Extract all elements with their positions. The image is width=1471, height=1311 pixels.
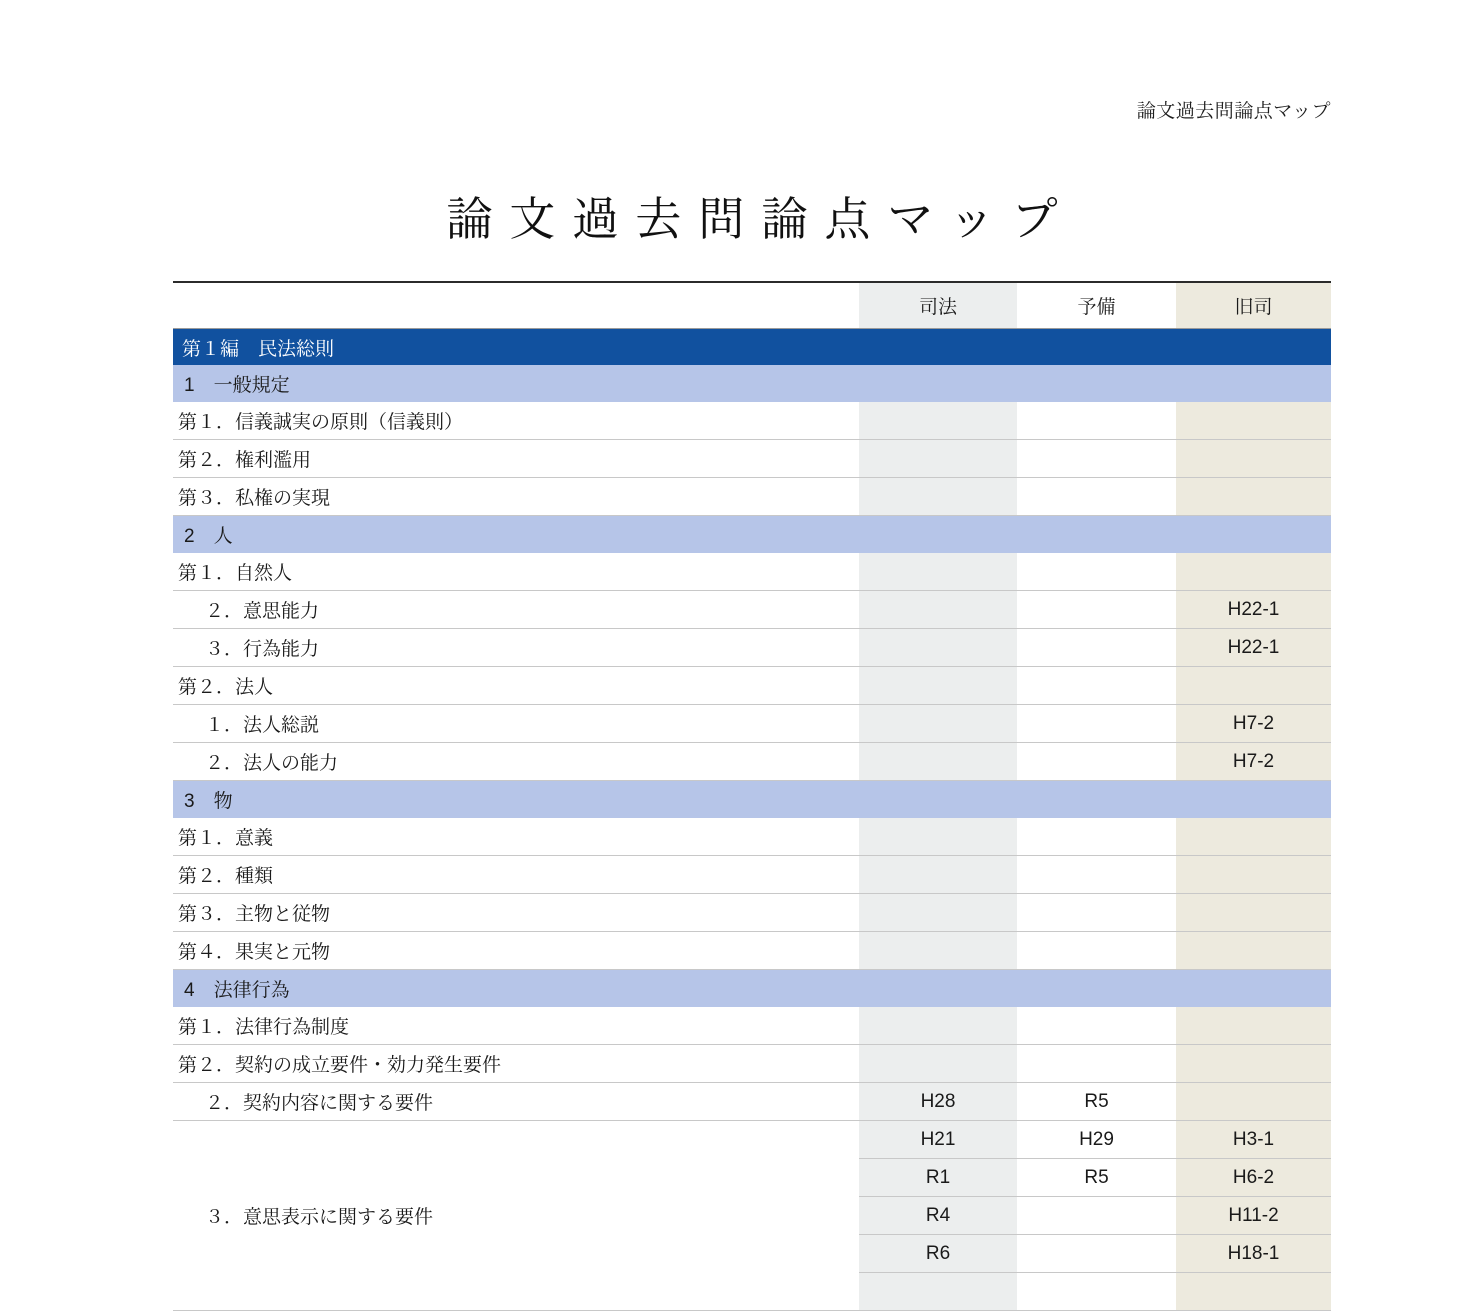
- topic-label-cell: [173, 591, 859, 629]
- exam-cell-kyuushi[interactable]: [1176, 1083, 1331, 1121]
- exam-cell-yobi[interactable]: [1017, 1045, 1176, 1083]
- topic-label-cell: [173, 743, 859, 781]
- topic-label-cell: [173, 818, 859, 856]
- exam-cell-yobi[interactable]: [1017, 1235, 1176, 1273]
- table-row[interactable]: [173, 1083, 1331, 1121]
- page-title: 論文過去問論点マップ: [446, 193, 1075, 245]
- exam-cell-yobi[interactable]: [1017, 743, 1176, 781]
- table-row[interactable]: [173, 1045, 1331, 1083]
- exam-cell-yobi[interactable]: [1017, 478, 1176, 516]
- exam-cell-kyuushi[interactable]: H18-1: [1176, 1235, 1331, 1273]
- topic-label-cell: [173, 402, 859, 440]
- table-row[interactable]: [173, 743, 1331, 781]
- exam-cell-yobi[interactable]: [1017, 856, 1176, 894]
- exam-cell-yobi[interactable]: [1017, 402, 1176, 440]
- exam-cell-yobi[interactable]: [1017, 818, 1176, 856]
- exam-cell-kyuushi[interactable]: [1176, 818, 1331, 856]
- exam-cell-yobi[interactable]: R5: [1017, 1083, 1176, 1121]
- table-row[interactable]: [173, 705, 1331, 743]
- chapter-banner-row: [173, 970, 1331, 1008]
- table-row[interactable]: [173, 667, 1331, 705]
- chapter-banner-label: [173, 970, 1331, 1008]
- exam-cell-yobi[interactable]: [1017, 591, 1176, 629]
- exam-cell-shihou[interactable]: R4: [859, 1197, 1017, 1235]
- chapter-banner-row: [173, 781, 1331, 819]
- topic-label-text: 第３．主物と従物: [178, 904, 331, 925]
- exam-cell-kyuushi[interactable]: [1176, 478, 1331, 516]
- topic-label-text: 第２．契約の成立要件・効力発生要件: [178, 1055, 502, 1076]
- topic-label-text: ２．契約内容に関する要件: [205, 1093, 434, 1114]
- exam-cell-yobi[interactable]: [1017, 1197, 1176, 1235]
- column-header-kyuushi: 旧司: [1176, 282, 1331, 329]
- topic-label-text: 第２．権利濫用: [178, 450, 312, 471]
- exam-cell-shihou[interactable]: [859, 705, 1017, 743]
- chapter-banner-text: 4 法律行為: [184, 980, 290, 1001]
- exam-cell-yobi[interactable]: [1017, 667, 1176, 705]
- chapter-banner-text: 3 物: [184, 791, 233, 812]
- exam-cell-yobi[interactable]: H29: [1017, 1121, 1176, 1159]
- chapter-banner-row: [173, 516, 1331, 554]
- exam-cell-kyuushi[interactable]: [1176, 1045, 1331, 1083]
- exam-cell-kyuushi[interactable]: [1176, 1007, 1331, 1045]
- exam-cell-kyuushi[interactable]: [1176, 932, 1331, 970]
- exam-cell-yobi[interactable]: [1017, 1273, 1176, 1311]
- exam-cell-kyuushi[interactable]: [1176, 553, 1331, 591]
- topic-label-text: ３．意思表示に関する要件: [205, 1207, 434, 1228]
- exam-cell-shihou[interactable]: [859, 1045, 1017, 1083]
- exam-cell-kyuushi[interactable]: [1176, 894, 1331, 932]
- topic-label-cell: [173, 856, 859, 894]
- exam-cell-kyuushi[interactable]: [1176, 402, 1331, 440]
- table-row[interactable]: [173, 1121, 1331, 1159]
- table-row[interactable]: [173, 856, 1331, 894]
- topic-label-cell: [173, 478, 859, 516]
- part-banner-row: [173, 329, 1331, 366]
- exam-cell-kyuushi[interactable]: [1176, 1273, 1331, 1311]
- table-row[interactable]: [173, 478, 1331, 516]
- topic-label-text: １．法人総説: [205, 715, 320, 736]
- exam-cell-yobi[interactable]: [1017, 553, 1176, 591]
- topic-map-table: [173, 281, 1331, 1311]
- table-row[interactable]: [173, 553, 1331, 591]
- topic-label-cell: [173, 667, 859, 705]
- exam-cell-yobi[interactable]: [1017, 629, 1176, 667]
- topic-label-cell: [173, 553, 859, 591]
- exam-cell-kyuushi[interactable]: H7-2: [1176, 705, 1331, 743]
- exam-cell-shihou[interactable]: [859, 1007, 1017, 1045]
- column-header-shihou: 司法: [859, 282, 1017, 329]
- chapter-banner-text: 2 人: [184, 526, 233, 547]
- table-body: [173, 329, 1331, 1311]
- topic-label-cell: [173, 932, 859, 970]
- exam-cell-yobi[interactable]: R5: [1017, 1159, 1176, 1197]
- chapter-banner-row: [173, 365, 1331, 402]
- exam-cell-kyuushi[interactable]: [1176, 856, 1331, 894]
- exam-cell-kyuushi[interactable]: [1176, 440, 1331, 478]
- topic-label-text: 第１．自然人: [178, 563, 293, 584]
- topic-label-text: ２．法人の能力: [205, 753, 339, 774]
- topic-label-cell: [173, 1083, 859, 1121]
- exam-cell-shihou[interactable]: [859, 856, 1017, 894]
- topic-label-text: 第３．私権の実現: [178, 488, 331, 509]
- exam-cell-shihou[interactable]: [859, 478, 1017, 516]
- table-row[interactable]: [173, 591, 1331, 629]
- chapter-banner-label: [173, 781, 1331, 819]
- exam-cell-kyuushi[interactable]: H3-1: [1176, 1121, 1331, 1159]
- topic-label-text: 第１．意義: [178, 828, 274, 849]
- exam-cell-shihou[interactable]: H28: [859, 1083, 1017, 1121]
- topic-label-cell: [173, 894, 859, 932]
- exam-cell-kyuushi[interactable]: [1176, 667, 1331, 705]
- table-row[interactable]: [173, 402, 1331, 440]
- table-row[interactable]: [173, 440, 1331, 478]
- exam-cell-yobi[interactable]: [1017, 705, 1176, 743]
- exam-cell-shihou[interactable]: [859, 591, 1017, 629]
- topic-label-cell: [173, 440, 859, 478]
- topic-label-text: 第２．種類: [178, 866, 274, 887]
- exam-cell-yobi[interactable]: [1017, 932, 1176, 970]
- exam-cell-shihou[interactable]: [859, 553, 1017, 591]
- topic-label-cell: [173, 1121, 859, 1311]
- exam-cell-kyuushi[interactable]: H22-1: [1176, 629, 1331, 667]
- exam-cell-shihou[interactable]: [859, 932, 1017, 970]
- chapter-banner-label: [173, 365, 1331, 402]
- exam-cell-shihou[interactable]: [859, 743, 1017, 781]
- exam-cell-shihou[interactable]: [859, 818, 1017, 856]
- topic-label-text: ２．意思能力: [205, 601, 320, 622]
- table-row[interactable]: [173, 629, 1331, 667]
- column-header-topic: [173, 282, 859, 329]
- exam-cell-kyuushi[interactable]: H6-2: [1176, 1159, 1331, 1197]
- running-header: 論文過去問論点マップ: [1136, 101, 1331, 122]
- exam-cell-shihou[interactable]: [859, 667, 1017, 705]
- exam-cell-shihou[interactable]: R6: [859, 1235, 1017, 1273]
- topic-label-text: ３．行為能力: [205, 639, 320, 660]
- table-row[interactable]: [173, 932, 1331, 970]
- exam-cell-shihou[interactable]: H21: [859, 1121, 1017, 1159]
- exam-cell-shihou[interactable]: [859, 440, 1017, 478]
- exam-cell-kyuushi[interactable]: H22-1: [1176, 591, 1331, 629]
- topic-map-container: [173, 281, 1331, 1311]
- topic-label-text: 第１．信義誠実の原則（信義則）: [178, 412, 464, 433]
- exam-cell-kyuushi[interactable]: H11-2: [1176, 1197, 1331, 1235]
- table-header-row: [173, 282, 1331, 329]
- exam-cell-yobi[interactable]: [1017, 440, 1176, 478]
- topic-label-cell: [173, 1045, 859, 1083]
- exam-cell-shihou[interactable]: R1: [859, 1159, 1017, 1197]
- chapter-banner-text: 1 一般規定: [184, 375, 290, 396]
- exam-cell-kyuushi[interactable]: H7-2: [1176, 743, 1331, 781]
- exam-cell-yobi[interactable]: [1017, 894, 1176, 932]
- topic-label-cell: [173, 629, 859, 667]
- column-header-yobi: 予備: [1017, 282, 1176, 329]
- part-banner-label: [173, 329, 1331, 366]
- part-banner-text: 第１編 民法総則: [182, 338, 335, 360]
- topic-label-text: 第２．法人: [178, 677, 274, 698]
- topic-label-text: 第４．果実と元物: [178, 942, 331, 963]
- exam-cell-shihou[interactable]: [859, 894, 1017, 932]
- exam-cell-shihou[interactable]: [859, 629, 1017, 667]
- table-row[interactable]: [173, 894, 1331, 932]
- topic-label-cell: [173, 1007, 859, 1045]
- topic-label-text: 第１．法律行為制度: [178, 1017, 350, 1038]
- exam-cell-yobi[interactable]: [1017, 1007, 1176, 1045]
- table-row[interactable]: [173, 818, 1331, 856]
- exam-cell-shihou[interactable]: [859, 1273, 1017, 1311]
- table-row[interactable]: [173, 1007, 1331, 1045]
- exam-cell-shihou[interactable]: [859, 402, 1017, 440]
- chapter-banner-label: [173, 516, 1331, 554]
- topic-label-cell: [173, 705, 859, 743]
